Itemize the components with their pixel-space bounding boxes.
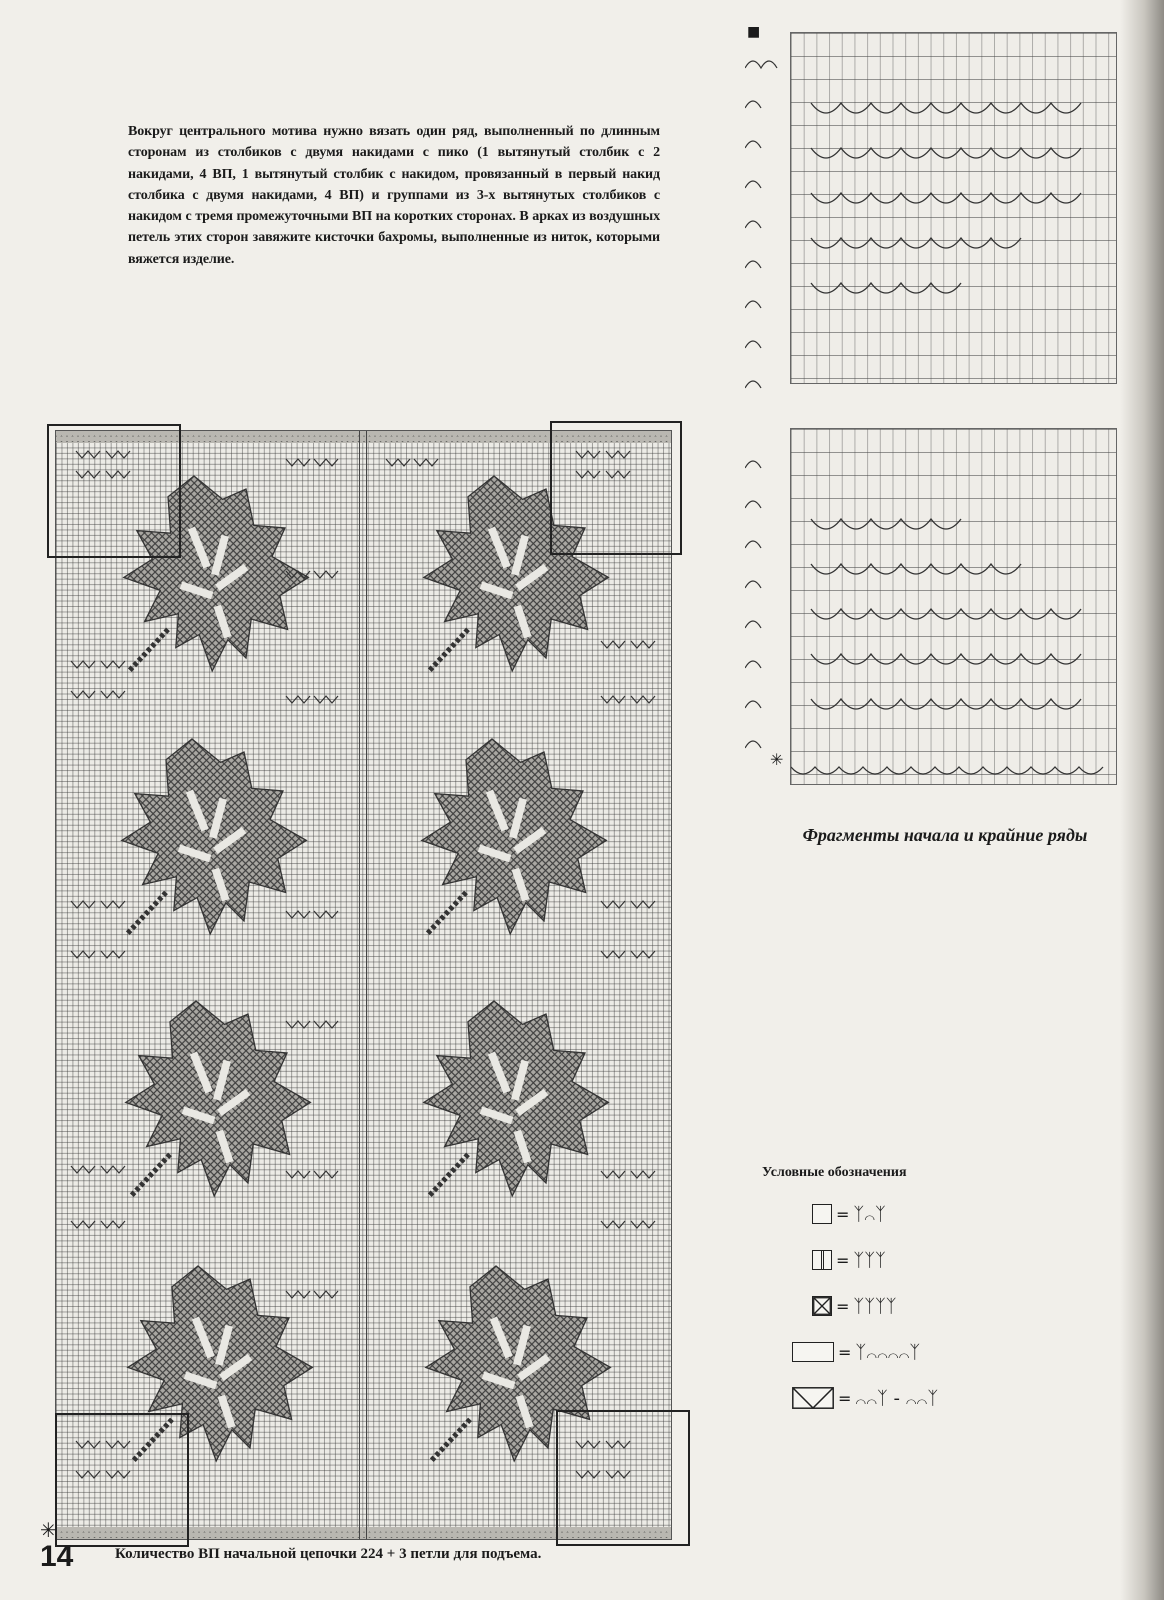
instruction-paragraph: Вокруг центрального мотива нужно вязать один ряд, выполненный по длинным сторонам из столбиков с двумя накидами с пико (1 вытянутый столбик с 2 накидами, 4 ВП, 1 вытянутый столбик с накидом, провязанный в первый накид столбика с двумя накидами, 4 ВП) и группами из 3-х вытянутых столбиков с накидом с тремя промежуточными ВП на коротких сторонах. В арках из воздушных петель этих сторон завяжите кисточки бахромы, выполненные из ниток, которыми вяжется изделие. bbox=[128, 124, 660, 267]
legend-item-v-cell: = ⌒⌒ᛉ - ⌒⌒ᛉ bbox=[792, 1386, 938, 1410]
main-filet-chart bbox=[55, 430, 672, 1540]
leaf-motif bbox=[126, 1001, 311, 1196]
legend-item-crossed-cell: = ᛉᛉᛉᛉ bbox=[812, 1294, 897, 1318]
crossed-cell-icon bbox=[812, 1296, 832, 1316]
legend-item-meaning: ⌒⌒ᛉ - ⌒⌒ᛉ bbox=[855, 1387, 939, 1409]
chart-motifs bbox=[56, 431, 671, 1539]
corner-box-top-left bbox=[47, 424, 181, 558]
legend-item-divided-cell: = ᛉᛉᛉ bbox=[812, 1248, 886, 1272]
fragment-chart-bottom bbox=[790, 428, 1117, 785]
leaf-motif bbox=[122, 739, 307, 934]
divided-cell-icon bbox=[812, 1250, 832, 1270]
legend-item-meaning: ᛉᛉᛉᛉ bbox=[853, 1295, 897, 1317]
legend-item-wide-empty-cell: = ᛉ⌒⌒⌒⌒ᛉ bbox=[792, 1340, 920, 1364]
legend-item-meaning: ᛉ⌒⌒⌒⌒ᛉ bbox=[855, 1341, 921, 1363]
start-star-marker: ✳ bbox=[40, 1518, 57, 1542]
fragment-top-arcs bbox=[791, 33, 1116, 383]
wide-empty-cell-icon bbox=[792, 1342, 834, 1362]
v-cell-icon bbox=[792, 1387, 834, 1409]
empty-cell-icon bbox=[812, 1204, 832, 1224]
legend-item-empty-cell: = ᛉ⌒ᛉ bbox=[812, 1202, 886, 1226]
corner-box-bottom-right bbox=[556, 1410, 690, 1546]
footer-note: Количество ВП начальной цепочки 224 + 3 петли для подъема. bbox=[115, 1546, 542, 1562]
fragment-chart-top bbox=[790, 32, 1117, 384]
leaf-motif bbox=[422, 739, 607, 934]
page-number: 14 bbox=[40, 1540, 74, 1573]
start-square-marker: ■ bbox=[747, 24, 761, 40]
fragments-caption: Фрагменты начала и крайние ряды bbox=[802, 825, 1088, 845]
leaf-motif bbox=[424, 1001, 609, 1196]
legend-item-meaning: ᛉᛉᛉ bbox=[853, 1249, 886, 1271]
legend-item-meaning: ᛉ⌒ᛉ bbox=[853, 1203, 886, 1225]
corner-box-top-right bbox=[550, 421, 682, 555]
fragment-bottom-arcs bbox=[791, 429, 1116, 784]
legend-title: Условные обозначения bbox=[762, 1165, 907, 1180]
fragment-star-marker: ✳ bbox=[770, 750, 784, 769]
corner-box-bottom-left bbox=[55, 1413, 189, 1547]
page-edge-shadow bbox=[1120, 0, 1164, 1600]
